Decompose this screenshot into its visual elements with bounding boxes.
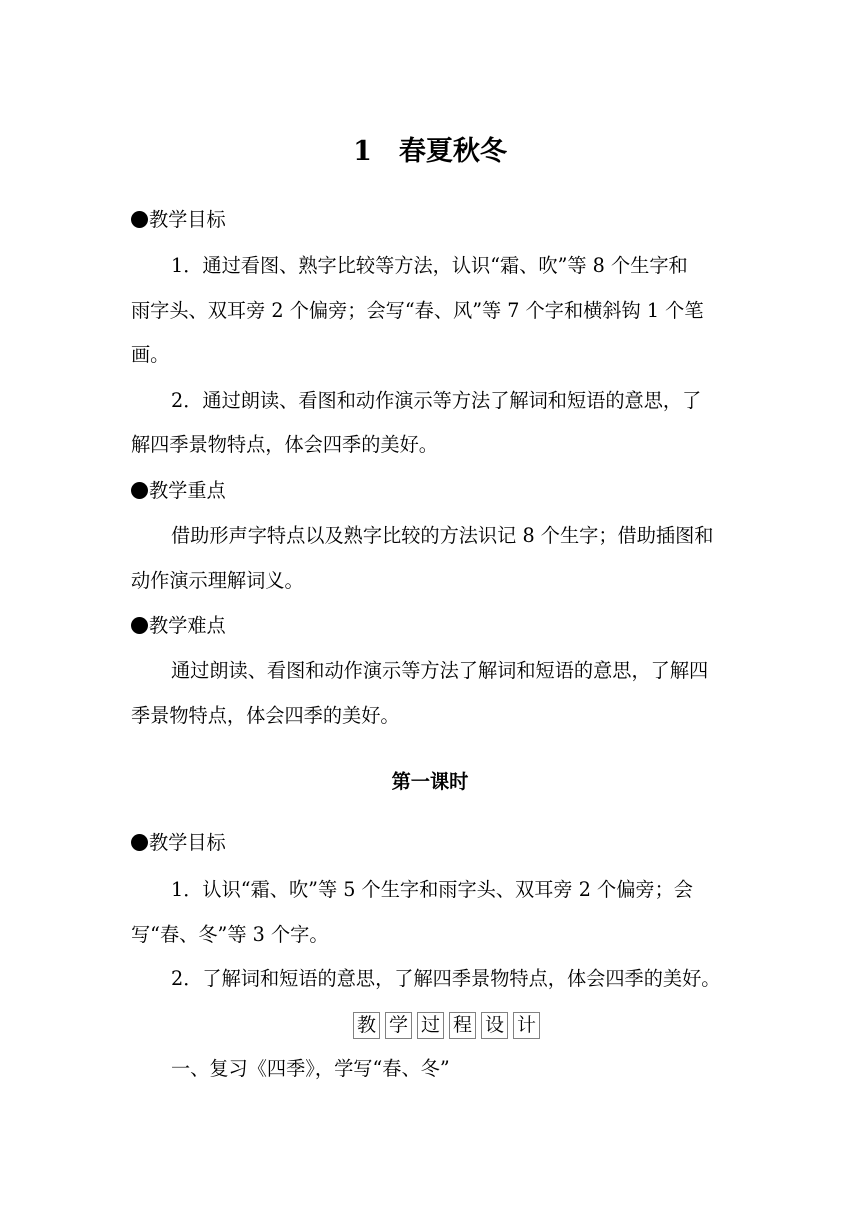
section-heading-difficulties: 教学难点 (131, 612, 731, 640)
objective-2-line-1: 2．通过朗读、看图和动作演示等方法了解词和短语的意思，了 (171, 389, 702, 412)
bullet-icon (131, 617, 148, 634)
difficulties-line-1: 通过朗读、看图和动作演示等方法了解词和短语的意思，了解四 (171, 659, 709, 682)
process-char-box: 设 (481, 1012, 508, 1039)
lesson-objective-1-line-2: 写“春、冬”等 3 个字。 (131, 923, 329, 946)
step-1-heading: 一、复习《四季》，学写“春、冬” (171, 1057, 450, 1080)
difficulties-line-2: 季景物特点，体会四季的美好。 (131, 704, 400, 727)
bullet-icon (131, 211, 148, 228)
lesson-title: 第一课时 (391, 770, 469, 793)
key-points-line-2: 动作演示理解词义。 (131, 569, 304, 592)
process-char-box: 计 (513, 1012, 540, 1039)
bullet-icon (131, 834, 148, 851)
objective-1-line-1: 1．通过看图、熟字比较等方法，认识“霜、吹”等 8 个生字和 (171, 254, 688, 277)
process-char-box: 过 (417, 1012, 444, 1039)
section-heading-objectives: 教学目标 (131, 206, 731, 234)
section-heading-key-points: 教学重点 (131, 477, 731, 505)
bullet-icon (131, 482, 148, 499)
objective-1-line-3: 画。 (131, 343, 170, 366)
objective-2-line-2: 解四季景物特点，体会四季的美好。 (131, 433, 438, 456)
process-char-box: 教 (353, 1012, 380, 1039)
section-heading-lesson-objectives: 教学目标 (131, 829, 731, 857)
page-title: 1 春夏秋冬 (353, 136, 507, 167)
lesson-objective-2-line-1: 2．了解词和短语的意思，了解四季景物特点，体会四季的美好。 (171, 967, 721, 990)
process-char-box: 学 (385, 1012, 412, 1039)
lesson-objective-1-line-1: 1．认识“霜、吹”等 5 个生字和雨字头、双耳旁 2 个偏旁；会 (171, 878, 693, 901)
objective-1-line-2: 雨字头、双耳旁 2 个偏旁；会写“春、风”等 7 个字和横斜钩 1 个笔 (131, 299, 704, 322)
process-design-label (353, 1012, 545, 1039)
key-points-line-1: 借助形声字特点以及熟字比较的方法识记 8 个生字；借助插图和 (171, 524, 714, 547)
process-char-box: 程 (449, 1012, 476, 1039)
